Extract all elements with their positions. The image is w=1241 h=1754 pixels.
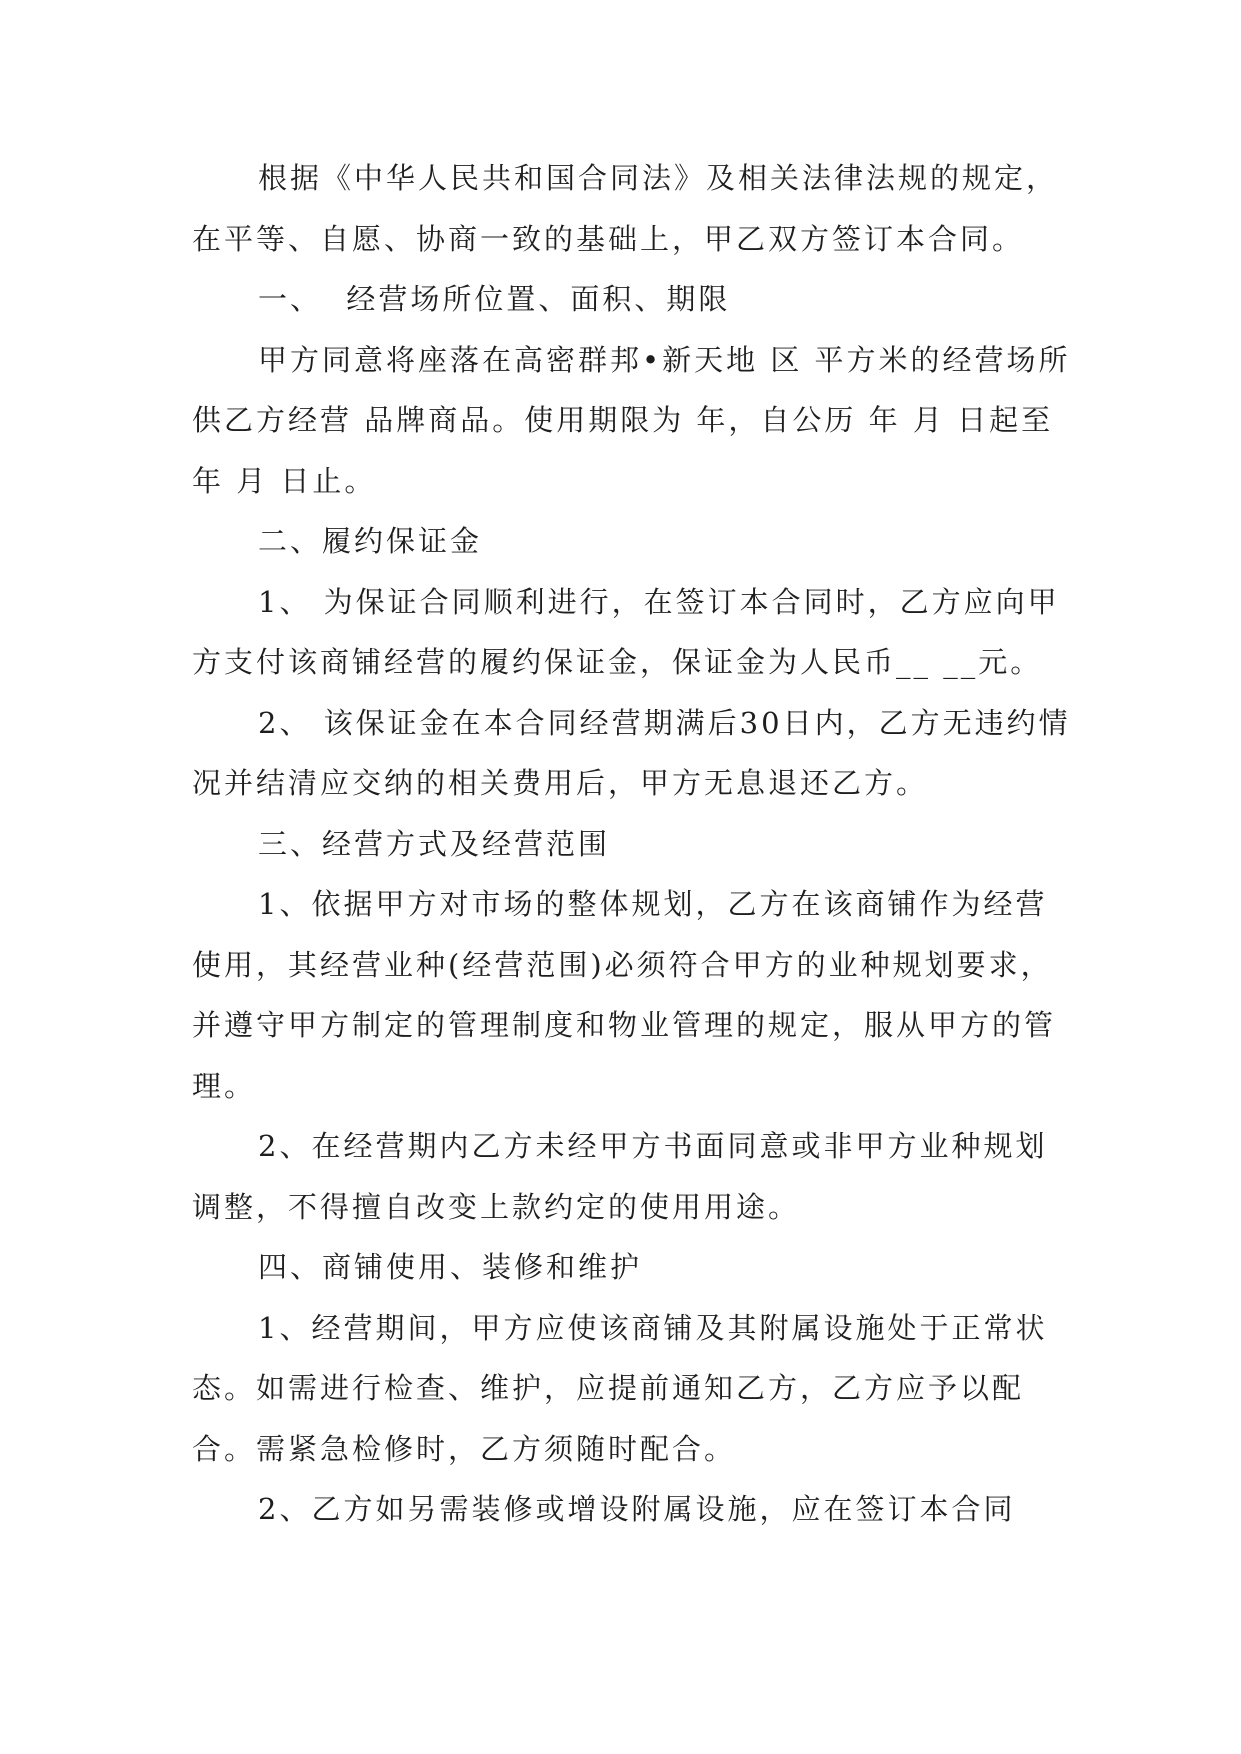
section-heading-1: 一、 经营场所位置、面积、期限 — [258, 282, 731, 316]
section-heading-2: 二、履约保证金 — [258, 524, 483, 558]
paragraph-scope-1: 1、依据甲方对市场的整体规划，乙方在该商铺作为经营 使用，其经营业种(经营范围)必须符合甲方的业种规划要求，并遵守甲方制定的管理制度和物业管理的规定，服从甲方的管理。 — [192, 887, 1060, 1103]
section-heading-3: 三、经营方式及经营范围 — [258, 826, 611, 861]
paragraph-scope-2: 2、在经营期内乙方未经甲方书面同意或非甲方业种规划调整，不得擅自改变上款约定的使用用途。 — [192, 1129, 1048, 1224]
paragraph-deposit-1: 1、 为保证合同顺利进行，在签订本合同时，乙方应向甲方支付该商铺经营的履约保证金，保证金为人民币__ __元。 — [192, 584, 1060, 679]
paragraph-preamble: 根据《中华人民共和国合同法》及相关法律法规的规定，在平等、自愿、协商一致的基础上，甲乙双方签订本合同。 — [192, 161, 1059, 256]
paragraph-deposit-2: 2、 该保证金在本合同经营期满后30日内，乙方无违约情况并结清应交纳的相关费用后，甲方无息退还乙方。 — [192, 705, 1071, 800]
section-heading-4: 四、商铺使用、装修和维护 — [258, 1250, 643, 1284]
paragraph-location-term: 甲方同意将座落在高密群邦•新天地 区 平方米的经营场所供乙方经营 品牌商品。使用期限为 年，自公历 年 月 日起至 年 月 日止。 — [192, 342, 1071, 498]
document-body — [192, 148, 1072, 1540]
paragraph-maintenance-2: 2、乙方如另需装修或增设附属设施，应在签订本合同 — [258, 1492, 1016, 1526]
paragraph-maintenance-1: 1、经营期间，甲方应使该商铺及其附属设施处于正常状态。如需进行检查、维护，应提前通知乙方，乙方应予以配合。需紧急检修时，乙方须随时配合。 — [192, 1310, 1048, 1466]
